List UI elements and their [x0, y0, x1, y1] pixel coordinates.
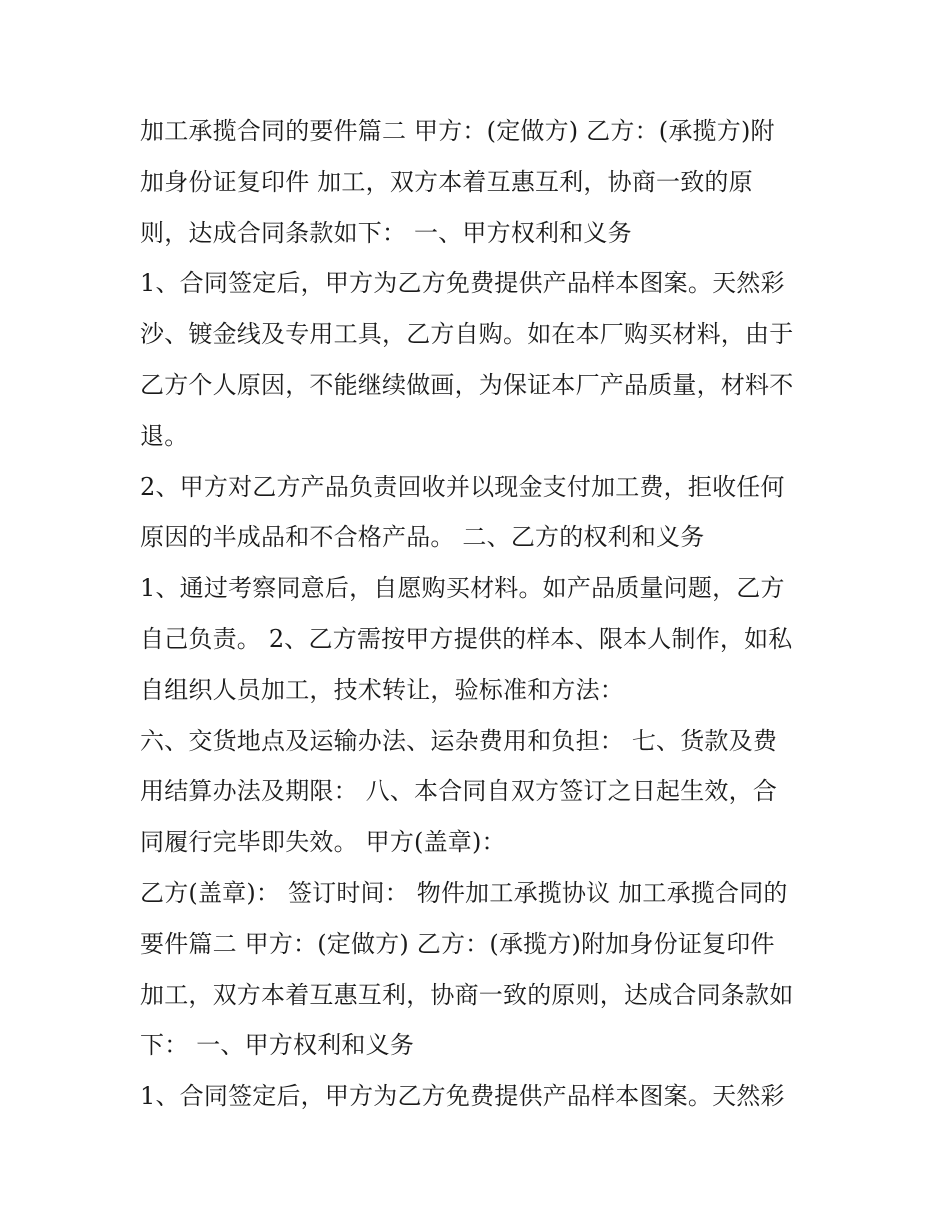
text-line-7: 退。 [140, 421, 189, 450]
text-line-13: 六、交货地点及运输办法、运杂费用和负担： 七、货款及费 [140, 726, 778, 755]
text-line-6: 乙方个人原因，不能继续做画，为保证本厂产品质量，材料不 [140, 370, 794, 399]
text-line-3: 则，达成合同条款如下： 一、甲方权利和义务 [140, 218, 632, 247]
text-line-12: 自组织人员加工，技术转让，验标准和方法： [140, 675, 624, 704]
text-line-19: 下： 一、甲方权利和义务 [140, 1031, 415, 1060]
document-body [140, 106, 820, 1122]
text-line-20: 1、合同签定后，甲方为乙方免费提供产品样本图案。天然彩 [140, 1082, 785, 1111]
text-line-4: 1、合同签定后，甲方为乙方免费提供产品样本图案。天然彩 [140, 269, 785, 298]
text-line-15: 同履行完毕即失效。 甲方(盖章)： [140, 828, 506, 857]
text-line-18: 加工，双方本着互惠互利，协商一致的原则，达成合同条款如 [140, 980, 794, 1009]
text-line-17: 要件篇二 甲方：(定做方) 乙方：(承揽方)附加身份证复印件 [140, 929, 775, 958]
text-line-10: 1、通过考察同意后，自愿购买材料。如产品质量问题，乙方 [140, 574, 785, 603]
text-line-8: 2、甲方对乙方产品负责回收并以现金支付加工费，拒收任何 [140, 472, 785, 501]
text-line-9: 原因的半成品和不合格产品。 二、乙方的权利和义务 [140, 523, 705, 552]
text-line-16: 乙方(盖章)： 签订时间： 物件加工承揽协议 加工承揽合同的 [140, 878, 788, 907]
text-line-14: 用结算办法及期限： 八、本合同自双方签订之日起生效，合 [140, 777, 778, 806]
text-line-5: 沙、镀金线及专用工具，乙方自购。如在本厂购买材料，由于 [140, 320, 794, 349]
text-line-1: 加工承揽合同的要件篇二 甲方：(定做方) 乙方：(承揽方)附 [140, 117, 775, 145]
text-line-11: 自己负责。 2、乙方需按甲方提供的样本、限本人制作，如私 [140, 624, 793, 653]
text-line-2: 加身份证复印件 加工，双方本着互惠互利，协商一致的原 [140, 167, 753, 196]
